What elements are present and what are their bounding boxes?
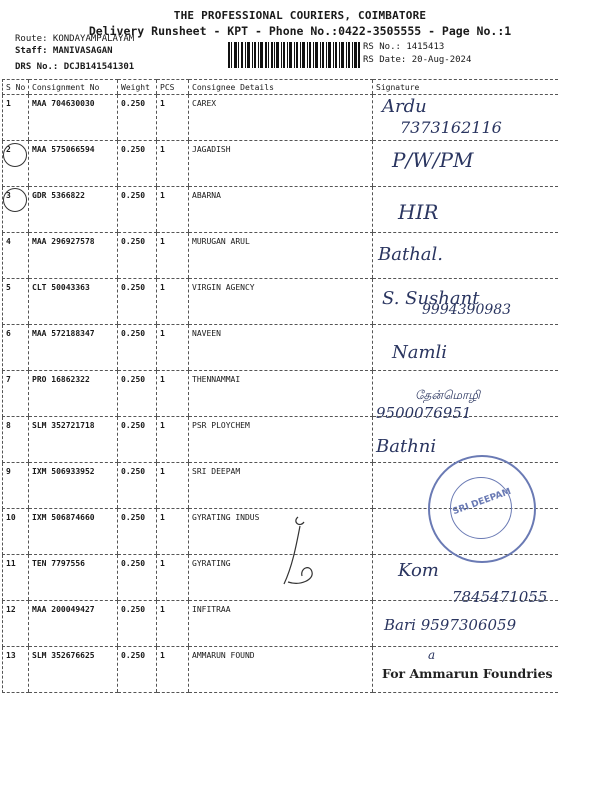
drs-number: DRS No.: DCJB141541301: [15, 62, 135, 72]
weight-cell: 0.250: [118, 279, 157, 325]
table-row: [3, 187, 559, 233]
weight-cell: 0.250: [118, 95, 157, 141]
weight-cell: 0.250: [118, 463, 157, 509]
hand-circle-mark: [3, 188, 27, 212]
consignment-cell: SLM 352676625: [29, 647, 118, 693]
sno-cell: 10: [3, 509, 29, 555]
signature-handwriting: Ardu: [382, 96, 427, 117]
rs-date: RS Date: 20-Aug-2024: [363, 55, 472, 65]
consignee-cell: INFITRAA: [189, 601, 373, 647]
col-signature: Signature: [373, 80, 559, 95]
signature-handwriting: HIR: [398, 200, 439, 224]
consignee-cell: JAGADISH: [189, 141, 373, 187]
col-weight: Weight: [118, 80, 157, 95]
barcode-icon: [228, 42, 360, 68]
consignment-cell: MAA 296927578: [29, 233, 118, 279]
scribble-mark-icon: [270, 512, 330, 592]
company-stamp: [428, 455, 536, 563]
signature-phone-handwriting: 7373162116: [400, 118, 502, 137]
signature-handwriting: S. Sushant: [382, 288, 480, 309]
sno-cell: 8: [3, 417, 29, 463]
consignee-cell: PSR PLOYCHEM: [189, 417, 373, 463]
consignment-cell: MAA 200049427: [29, 601, 118, 647]
signature-handwriting: Kom: [398, 560, 439, 581]
consignee-cell: GYRATING: [189, 555, 373, 601]
pcs-cell: 1: [157, 325, 189, 371]
company-stamp-text: For Ammarun Foundries: [382, 666, 553, 681]
consignee-cell: SRI DEEPAM: [189, 463, 373, 509]
pcs-cell: 1: [157, 95, 189, 141]
signature-phone-handwriting: 9500076951: [376, 404, 472, 422]
weight-cell: 0.250: [118, 325, 157, 371]
consignment-cell: IXM 506933952: [29, 463, 118, 509]
weight-cell: 0.250: [118, 555, 157, 601]
consignee-cell: AMMARUN FOUND: [189, 647, 373, 693]
sno-cell: 4: [3, 233, 29, 279]
pcs-cell: 1: [157, 601, 189, 647]
table-row: [3, 141, 559, 187]
sno-cell: 13: [3, 647, 29, 693]
consignee-cell: MURUGAN ARUL: [189, 233, 373, 279]
runsheet-title: Delivery Runsheet - KPT - Phone No.:0422-3505555 - Page No.:1: [88, 24, 512, 38]
signature-phone-handwriting: 7845471055: [452, 588, 548, 606]
signature-handwriting: P/W/PM: [392, 148, 474, 172]
weight-cell: 0.250: [118, 509, 157, 555]
pcs-cell: 1: [157, 141, 189, 187]
company-title: THE PROFESSIONAL COURIERS, COIMBATORE: [173, 9, 427, 22]
table-row: [3, 325, 559, 371]
consignment-cell: SLM 352721718: [29, 417, 118, 463]
consignment-cell: MAA 704630030: [29, 95, 118, 141]
pcs-cell: 1: [157, 555, 189, 601]
pcs-cell: 1: [157, 233, 189, 279]
signature-handwriting: Bathni: [376, 436, 437, 457]
pcs-cell: 1: [157, 279, 189, 325]
consignment-cell: MAA 575066594: [29, 141, 118, 187]
weight-cell: 0.250: [118, 601, 157, 647]
signature-handwriting: Namli: [392, 342, 448, 363]
consignment-cell: GDR 5366822: [29, 187, 118, 233]
rs-number: RS No.: 1415413: [363, 42, 445, 52]
consignee-cell: VIRGIN AGENCY: [189, 279, 373, 325]
sno-cell: 2: [3, 141, 29, 187]
consignee-cell: ABARNA: [189, 187, 373, 233]
consignment-cell: MAA 572188347: [29, 325, 118, 371]
weight-cell: 0.250: [118, 233, 157, 279]
sno-cell: 1: [3, 95, 29, 141]
table-row: [3, 233, 559, 279]
signature-handwriting: தேன்மொழி: [415, 388, 481, 402]
consignment-cell: TEN 7797556: [29, 555, 118, 601]
weight-cell: 0.250: [118, 187, 157, 233]
col-consignment: Consignment No: [29, 80, 118, 95]
weight-cell: 0.250: [118, 371, 157, 417]
pcs-cell: 1: [157, 417, 189, 463]
pcs-cell: 1: [157, 371, 189, 417]
consignment-cell: IXM 506874660: [29, 509, 118, 555]
staff-label: Staff: MANIVASAGAN: [15, 46, 113, 56]
pcs-cell: 1: [157, 647, 189, 693]
consignment-cell: CLT 50043363: [29, 279, 118, 325]
signature-mark: a: [428, 648, 436, 662]
sno-cell: 5: [3, 279, 29, 325]
sno-cell: 12: [3, 601, 29, 647]
signature-handwriting: Bari 9597306059: [384, 616, 517, 634]
signature-handwriting: Bathal.: [378, 244, 443, 265]
consignee-cell: THENNAMMAI: [189, 371, 373, 417]
weight-cell: 0.250: [118, 647, 157, 693]
consignment-cell: PRO 16862322: [29, 371, 118, 417]
sno-cell: 11: [3, 555, 29, 601]
col-pcs: PCS: [157, 80, 189, 95]
consignee-cell: GYRATING INDUS: [189, 509, 373, 555]
consignee-cell: NAVEEN: [189, 325, 373, 371]
weight-cell: 0.250: [118, 141, 157, 187]
col-sno: S No: [3, 80, 29, 95]
pcs-cell: 1: [157, 187, 189, 233]
pcs-cell: 1: [157, 509, 189, 555]
stamp-text: SRI DEEPAM: [451, 486, 513, 518]
sno-cell: 9: [3, 463, 29, 509]
consignee-cell: CAREX: [189, 95, 373, 141]
hand-circle-mark: [3, 143, 27, 167]
route-label: Route: KONDAYAMPALAYAM: [15, 34, 135, 44]
col-consignee: Consignee Details: [189, 80, 373, 95]
signature-phone-handwriting: 9994390983: [422, 302, 512, 318]
sno-cell: 7: [3, 371, 29, 417]
table-header-row: [3, 80, 559, 95]
weight-cell: 0.250: [118, 417, 157, 463]
pcs-cell: 1: [157, 463, 189, 509]
sno-cell: 3: [3, 187, 29, 233]
sno-cell: 6: [3, 325, 29, 371]
